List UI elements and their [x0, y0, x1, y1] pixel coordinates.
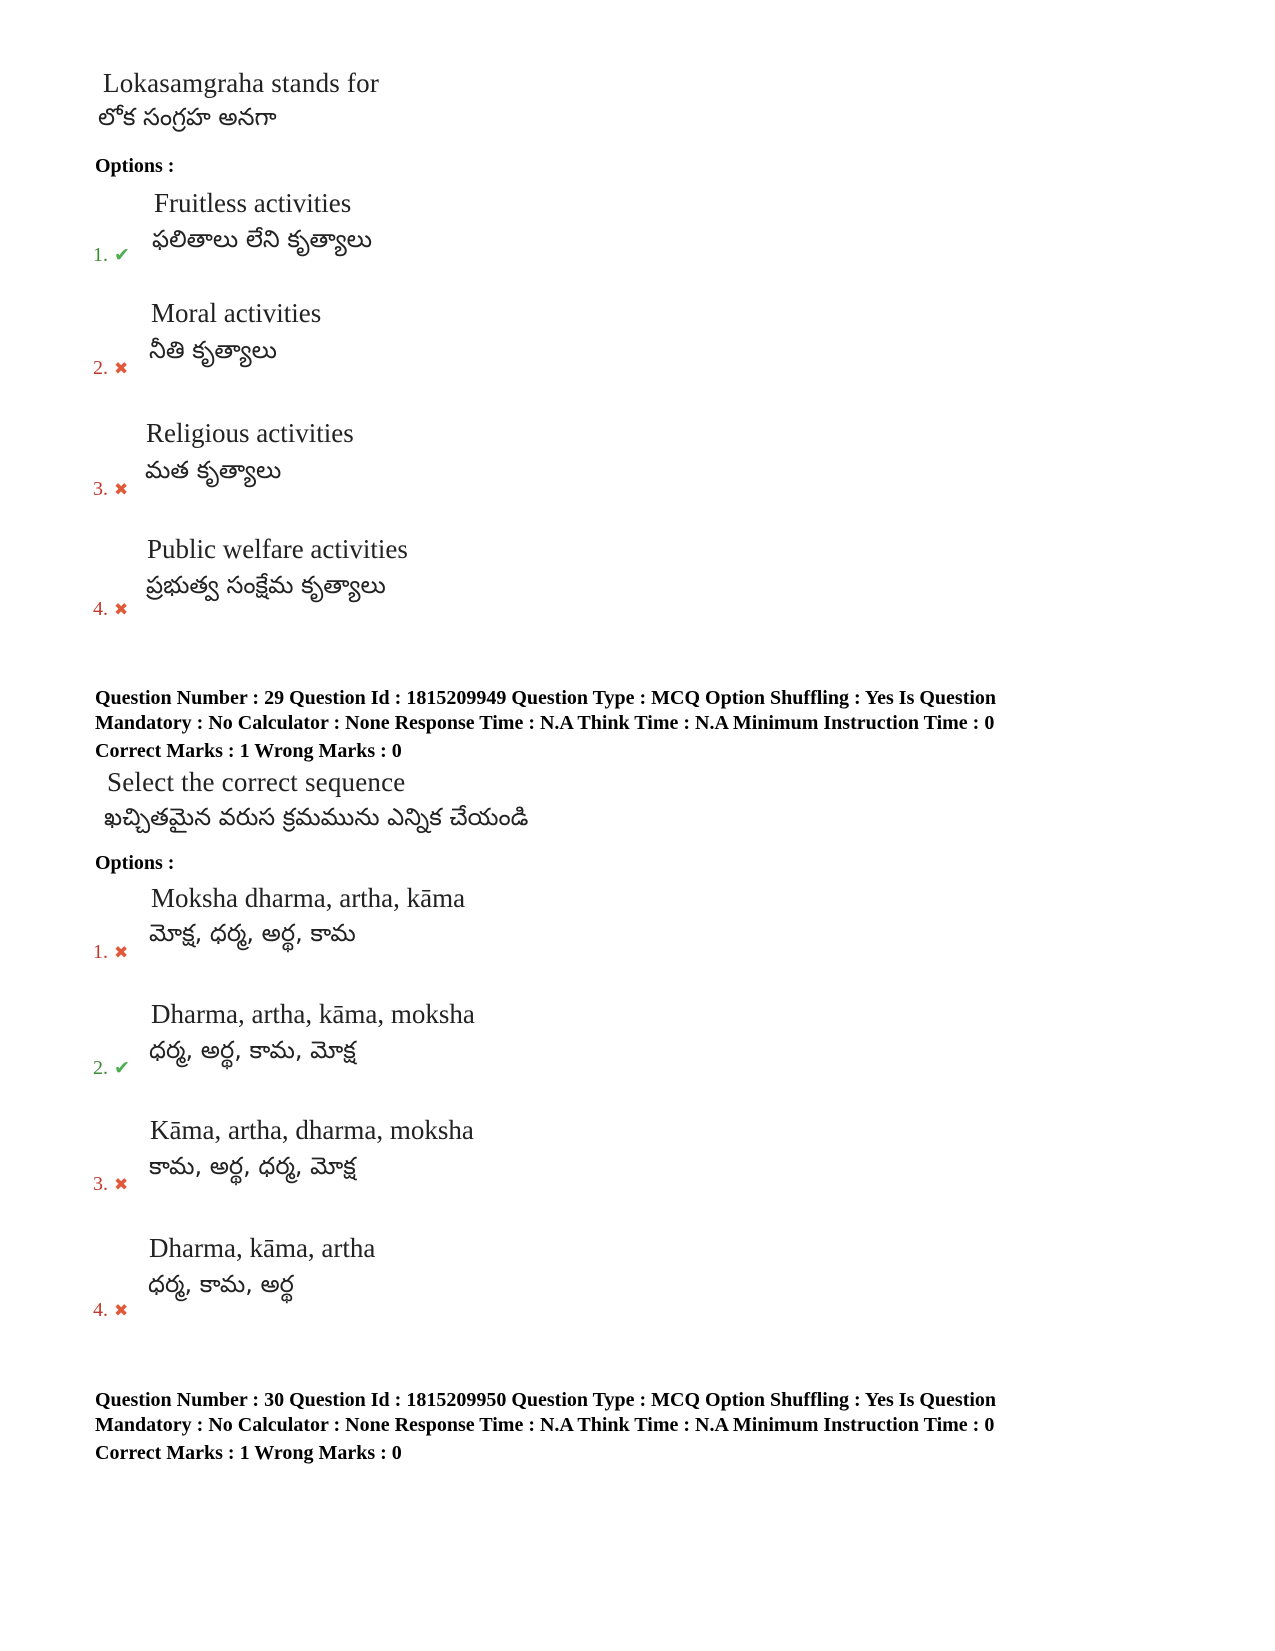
question-meta — [95, 1388, 1195, 1466]
option-number-label: 3. — [93, 1173, 108, 1195]
options-label: Options : — [95, 852, 175, 874]
question-text-en: Select the correct sequence — [107, 767, 406, 797]
option-number — [93, 1057, 130, 1080]
check-icon: ✔ — [114, 1057, 130, 1079]
option-number-label: 2. — [93, 1057, 108, 1079]
option-text-te: మత కృత్యాలు — [145, 456, 282, 484]
question-meta — [95, 686, 1195, 764]
question-marks: Correct Marks : 1 Wrong Marks : 0 — [95, 740, 402, 762]
question-meta-line: Question Number : 30 Question Id : 1815209950 Question Type : MCQ Option Shuffling : Yes Is Question — [95, 1389, 997, 1411]
question-meta-line: Mandatory : No Calculator : None Response Time : N.A Think Time : N.A Minimum Instruction Time : 0 — [95, 1414, 995, 1436]
cross-icon: ✖ — [114, 943, 129, 963]
question-meta-line: Question Number : 29 Question Id : 1815209949 Question Type : MCQ Option Shuffling : Yes Is Question — [95, 687, 997, 709]
option-text-en: Dharma, kāma, artha — [149, 1233, 376, 1263]
option-text-en: Public welfare activities — [147, 534, 408, 564]
cross-icon: ✖ — [114, 1301, 129, 1321]
option-text-en: Moral activities — [151, 298, 322, 328]
option-number — [93, 941, 128, 964]
option-number-label: 2. — [93, 357, 108, 379]
option-number-label: 1. — [93, 244, 108, 266]
option-text-te: ధర్మ, అర్థ, కామ, మోక్ష — [149, 1036, 356, 1064]
question-meta-line: Mandatory : No Calculator : None Response Time : N.A Think Time : N.A Minimum Instruction Time : 0 — [95, 712, 995, 734]
option-text-te: నీతి కృత్యాలు — [149, 336, 277, 364]
option-number-label: 4. — [93, 598, 108, 620]
option-number — [93, 1299, 128, 1322]
check-icon: ✔ — [114, 244, 130, 266]
question-marks: Correct Marks : 1 Wrong Marks : 0 — [95, 1442, 402, 1464]
cross-icon: ✖ — [114, 1175, 129, 1195]
cross-icon: ✖ — [114, 359, 129, 379]
cross-icon: ✖ — [114, 600, 129, 620]
option-text-te: ఫలితాలు లేని కృత్యాలు — [152, 225, 373, 253]
option-text-en: Kāma, artha, dharma, moksha — [150, 1115, 474, 1145]
option-number — [93, 244, 130, 267]
option-text-te: ధర్మ, కామ, అర్థ — [148, 1270, 294, 1298]
question-text-te: ఖచ్చితమైన వరుస క్రమమును ఎన్నిక చేయండి — [104, 803, 529, 831]
option-number — [93, 357, 128, 380]
option-number — [93, 1173, 128, 1196]
option-text-en: Dharma, artha, kāma, moksha — [151, 999, 475, 1029]
option-text-en: Fruitless activities — [154, 188, 352, 218]
cross-icon: ✖ — [114, 480, 129, 500]
option-text-en: Moksha dharma, artha, kāma — [151, 883, 466, 913]
option-text-en: Religious activities — [146, 418, 354, 448]
option-number — [93, 598, 128, 621]
option-number — [93, 478, 128, 501]
question-text-te: లోక సంగ్రహ అనగా — [98, 103, 277, 131]
options-label: Options : — [95, 155, 175, 177]
question-text-en: Lokasamgraha stands for — [103, 68, 380, 98]
option-text-te: కామ, అర్థ, ధర్మ, మోక్ష — [149, 1152, 356, 1180]
option-number-label: 4. — [93, 1299, 108, 1321]
option-number-label: 3. — [93, 478, 108, 500]
option-text-te: ప్రభుత్వ సంక్షేమ కృత్యాలు — [146, 571, 386, 599]
option-text-te: మోక్ష, ధర్మ, అర్థ, కామ — [149, 919, 356, 947]
option-number-label: 1. — [93, 941, 108, 963]
